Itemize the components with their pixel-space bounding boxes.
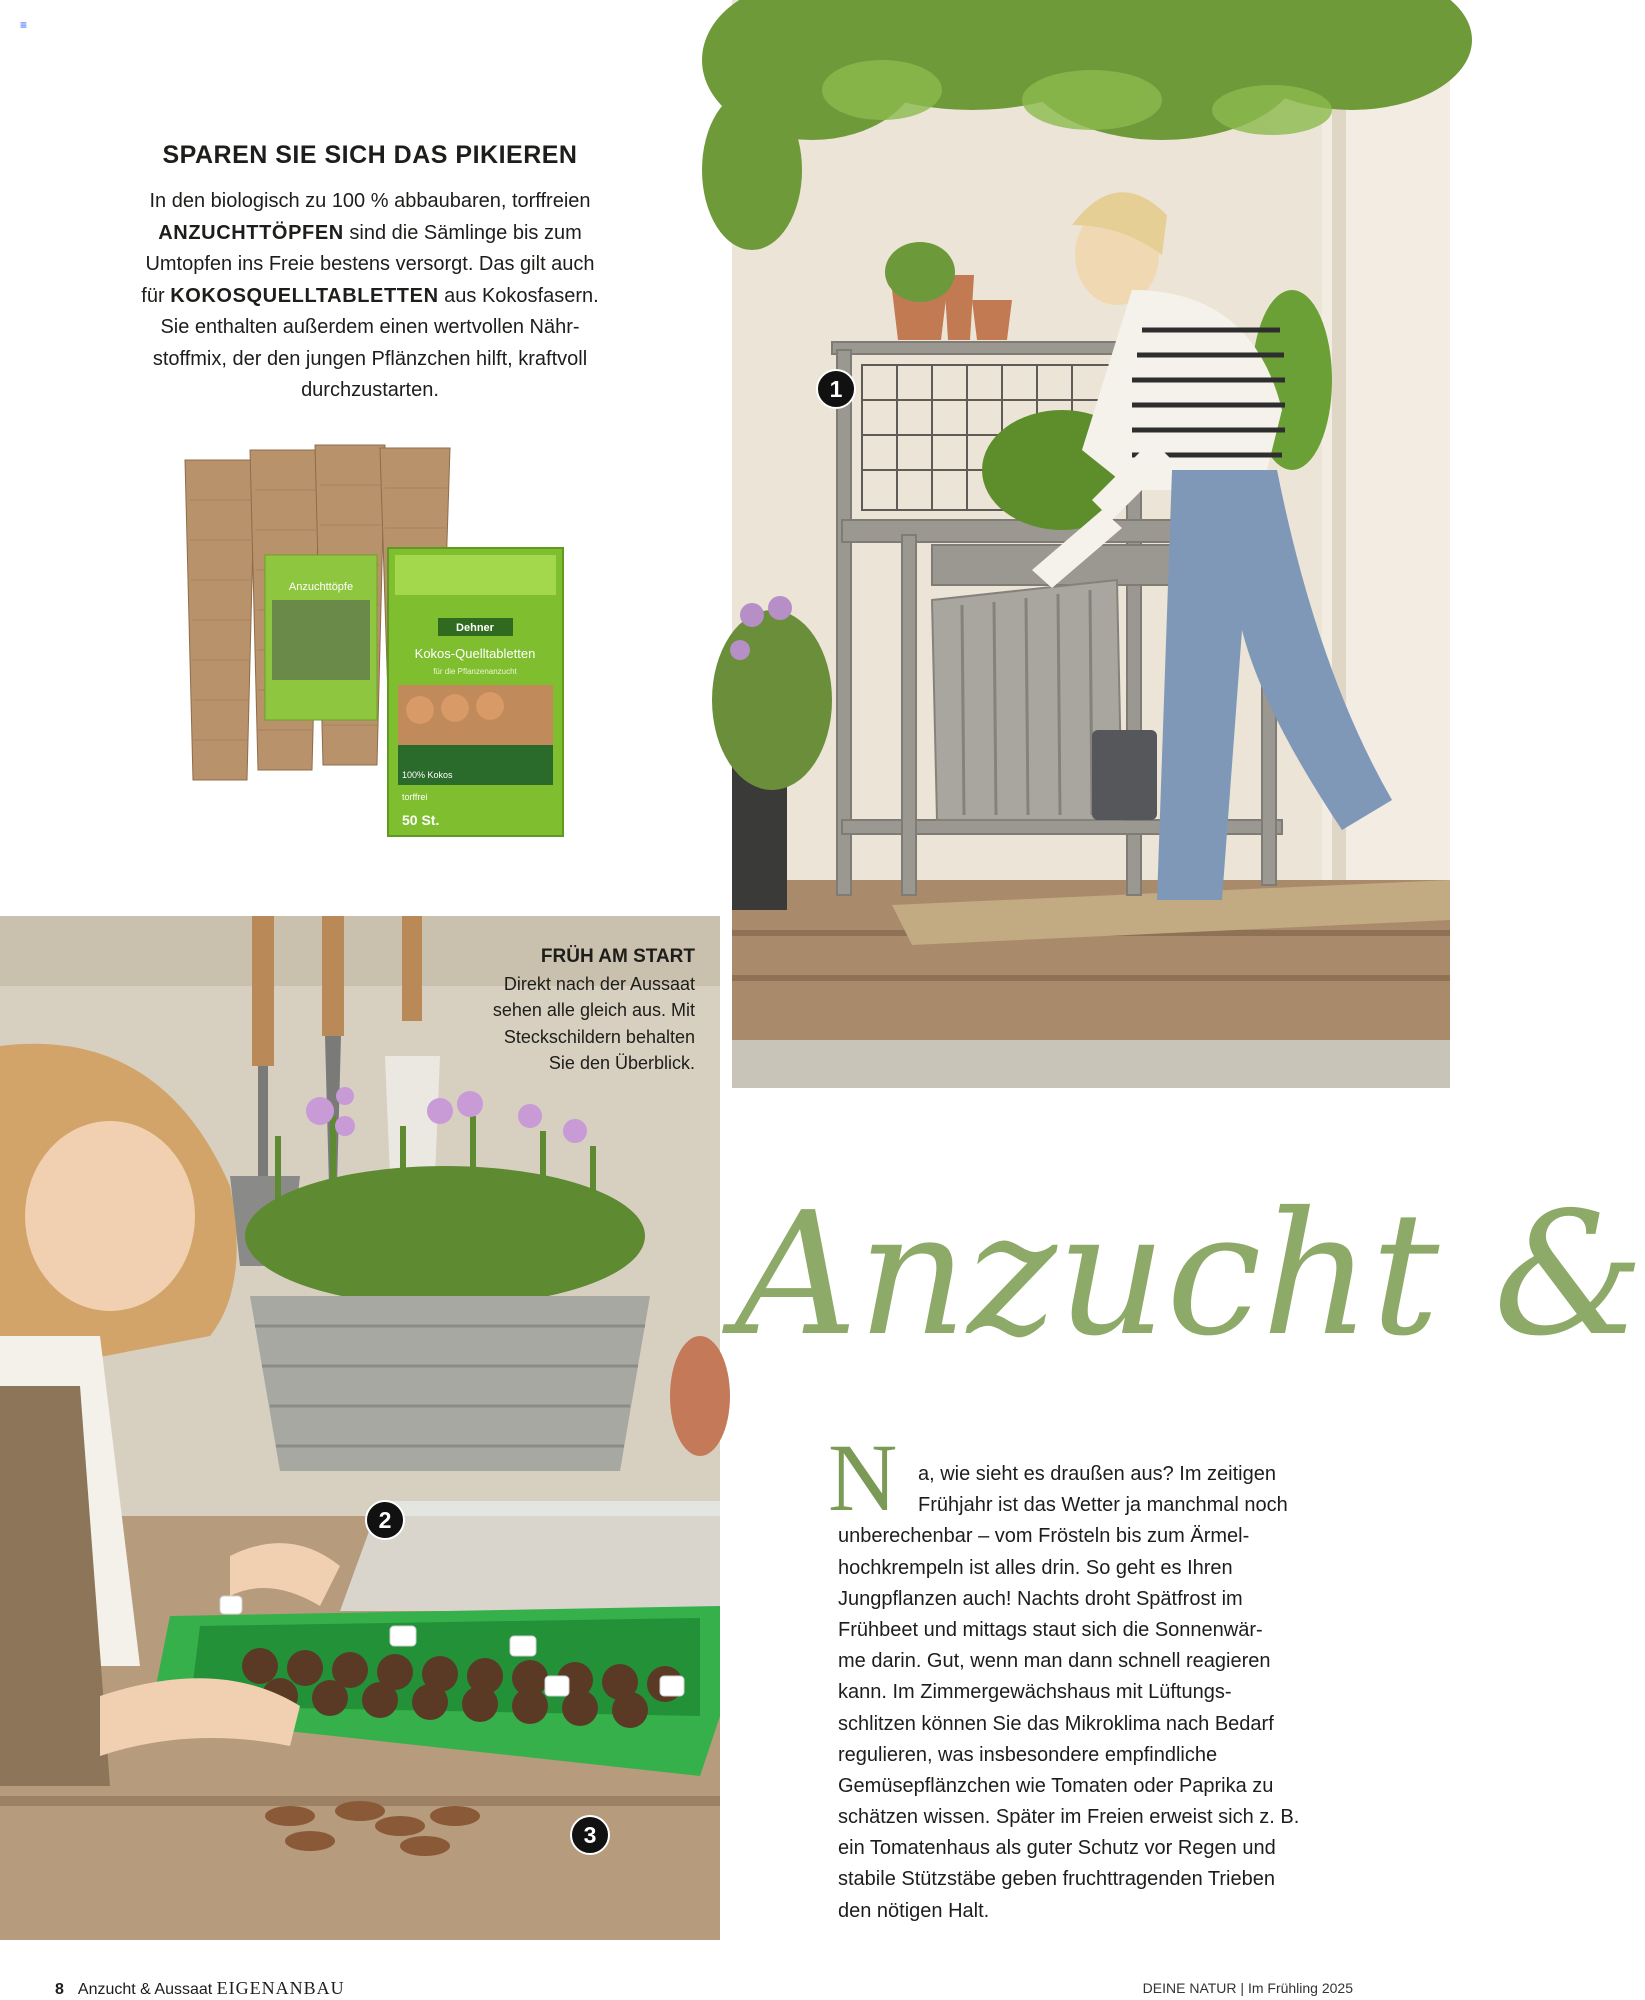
tip-bold-term: KOKOSQUELLTABLETTEN [170,284,439,307]
box-name: Kokos-Quelltabletten [414,646,536,661]
caption-line: Direkt nach der Aussaat [503,973,695,994]
footer-section: Anzucht & Aussaat [77,1981,217,1998]
tip-line-text: für [141,284,171,307]
tip-line: Sie enthalten außerdem einen wertvollen Nähr- [160,316,580,338]
article-line: regulieren, was insbesondere empfindliche [838,1743,1218,1766]
caption-line: Steckschildern behalten [503,1026,695,1047]
article-line: a, wie sieht es draußen aus? Im zeitigen [918,1463,1276,1485]
article-line: ein Tomatenhaus als guter Schutz vor Regen und [838,1837,1276,1860]
pots-label-text: Anzuchttöpfe [288,581,354,593]
marker-1: 1 [816,369,856,409]
footer-left [55,1978,345,1999]
caption-line: Sie den Überblick. [548,1053,695,1073]
page-number: 8 [55,1981,64,1998]
marker-2: 2 [365,1500,405,1540]
article-line: hochkrempeln ist alles drin. So geht es Ihren [838,1556,1233,1579]
box-count: 50 St. [402,812,440,828]
tip-body [95,186,645,407]
script-title: Anzucht & [735,1176,1645,1374]
box-badge: 100% Kokos [402,770,453,780]
article-line: kann. Im Zimmergewächshaus mit Lüftungs- [838,1681,1232,1704]
marker-3: 3 [570,1815,610,1855]
article-line: Jungpflanzen auch! Nachts droht Spätfrost im [838,1587,1243,1610]
article-line: Frühjahr ist das Wetter ja manchmal noch [918,1494,1288,1517]
tip-line [95,218,645,250]
article-body [838,1459,1358,1927]
tip-line: stoffmix, der den jungen Pflänzchen hilft, kraftvoll [152,347,588,370]
article-line: Gemüsepflänzchen wie Tomaten oder Paprika zu [838,1774,1274,1797]
caption-line: sehen alle gleich aus. Mit [492,1000,695,1020]
watering-can [1092,730,1157,820]
product-image [180,440,600,840]
tip-line: In den biologisch zu 100 % abbaubaren, torffreien [149,190,591,212]
tip-line-text: sind die Sämlinge bis zum [343,221,582,244]
box-badge: torffrei [402,792,428,802]
drop-cap: N [828,1424,898,1531]
tip-bold-term: ANZUCHTTÖPFEN [158,221,344,244]
article-line: stabile Stützstäbe geben fruchttragenden Trieben [838,1868,1275,1891]
magazine-name: EIGENANBAU [216,1978,345,1998]
article-line: den nötigen Halt. [838,1899,990,1922]
menu-icon[interactable]: ≡ [20,18,28,32]
tip-line [95,281,645,313]
article-line: me darin. Gut, wenn man dann schnell reagieren [838,1650,1271,1673]
footer-right: DEINE NATUR | Im Frühling 2025 [1142,1980,1353,1996]
article-line: schätzen wissen. Später im Freien erweist sich z. B. [838,1806,1300,1829]
caption-title: FRÜH AM START [540,946,695,967]
box-brand: Dehner [456,622,494,634]
tip-line: durchzustarten. [301,379,439,401]
potting-bench-photo [732,0,1450,1088]
tip-heading: SPAREN SIE SICH DAS PIKIEREN [162,141,578,169]
article-line: unberechenbar – vom Frösteln bis zum Ärmel- [838,1525,1250,1548]
tip-line: Umtopfen ins Freie bestens versorgt. Das gilt auch [145,253,595,275]
article-line: schlitzen können Sie das Mikroklima nach Bedarf [838,1712,1274,1735]
photo-caption [415,944,695,1077]
box-subtitle: für die Pflanzenanzucht [433,667,517,676]
article-line: Frühbeet und mittags staut sich die Sonnenwär- [838,1618,1263,1641]
tip-line-text: aus Kokosfasern. [438,284,599,307]
